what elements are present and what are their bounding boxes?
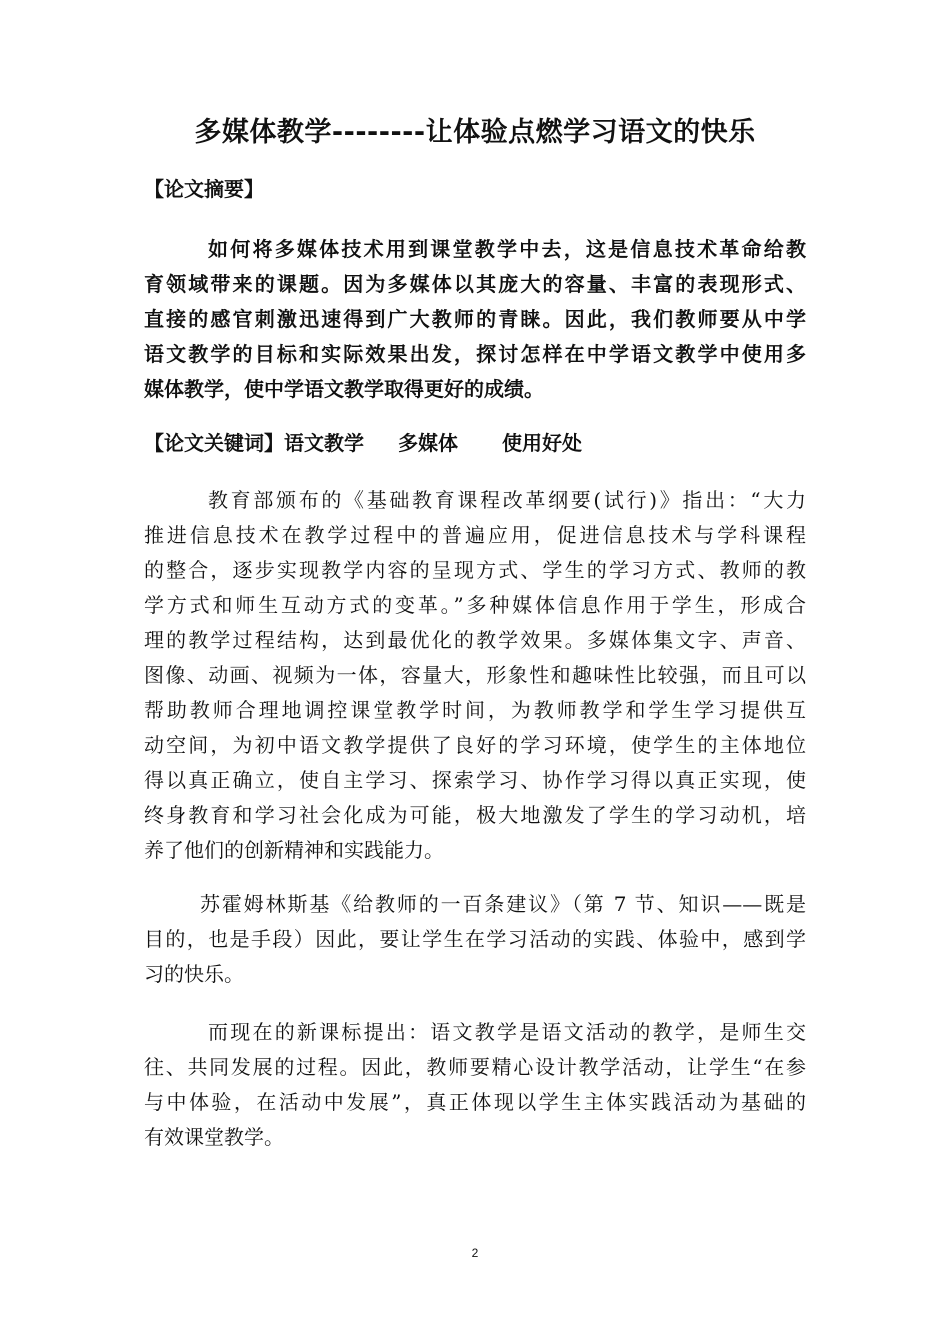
page-number: 2 (471, 1246, 479, 1260)
body-paragraph-3 (144, 1015, 806, 1155)
body-line: 而现在的新课标提出：语文教学是语文活动的教学，是师生交 (208, 1020, 806, 1044)
abstract-heading: 【论文摘要】 (144, 177, 264, 201)
abstract-line: 语文教学的目标和实际效果出发，探讨怎样在中学语文教学中使用多 (144, 342, 806, 366)
abstract-line: 媒体教学，使中学语文教学取得更好的成绩。 (144, 377, 544, 401)
body-line: 与中体验，在活动中发展”，真正体现以学生主体实践活动为基础的 (144, 1090, 806, 1114)
body-line: 有效课堂教学。 (144, 1125, 284, 1149)
body-line: 往、共同发展的过程。因此，教师要精心设计教学活动，让学生“在参 (144, 1055, 806, 1079)
abstract-line: 直接的感官刺激迅速得到广大教师的青睐。因此，我们教师要从中学 (144, 307, 806, 331)
body-line: 得以真正确立，使自主学习、探索学习、协作学习得以真正实现，使 (144, 768, 806, 792)
body-line: 帮助教师合理地调控课堂教学时间，为教师教学和学生学习提供互 (144, 698, 806, 722)
keywords-row (144, 428, 582, 458)
abstract-paragraph (144, 232, 806, 407)
body-line: 习的快乐。 (144, 962, 244, 986)
body-line: 的整合，逐步实现教学内容的呈现方式、学生的学习方式、教师的教 (144, 558, 806, 582)
body-line: 推进信息技术在教学过程中的普遍应用，促进信息技术与学科课程 (144, 523, 806, 547)
body-line: 苏霍姆林斯基《给教师的一百条建议》（第 7 节、知识——既是 (200, 892, 806, 916)
body-paragraph-2 (144, 887, 806, 992)
keyword: 语文教学 (284, 431, 364, 455)
keyword: 多媒体 (398, 431, 458, 455)
body-line: 理的教学过程结构，达到最优化的教学效果。多媒体集文字、声音、 (144, 628, 806, 652)
abstract-line: 如何将多媒体技术用到课堂教学中去，这是信息技术革命给教 (208, 237, 806, 261)
keyword: 使用好处 (502, 431, 582, 455)
body-line: 目的，也是手段）因此，要让学生在学习活动的实践、体验中，感到学 (144, 927, 806, 951)
body-line: 教育部颁布的《基础教育课程改革纲要(试行)》指出：“大力 (208, 488, 806, 512)
body-line: 终身教育和学习社会化成为可能，极大地激发了学生的学习动机，培 (144, 803, 806, 827)
body-paragraph-1 (144, 483, 806, 868)
body-line: 学方式和师生互动方式的变革。”多种媒体信息作用于学生，形成合 (144, 593, 806, 617)
body-line: 动空间，为初中语文教学提供了良好的学习环境，使学生的主体地位 (144, 733, 806, 757)
keywords-label: 【论文关键词】 (144, 431, 284, 455)
abstract-line: 育领域带来的课题。因为多媒体以其庞大的容量、丰富的表现形式、 (144, 272, 806, 296)
document-title: 多媒体教学--------让体验点燃学习语文的快乐 (194, 117, 756, 148)
body-line: 图像、动画、视频为一体，容量大，形象性和趣味性比较强，而且可以 (144, 663, 806, 687)
body-line: 养了他们的创新精神和实践能力。 (144, 838, 444, 862)
